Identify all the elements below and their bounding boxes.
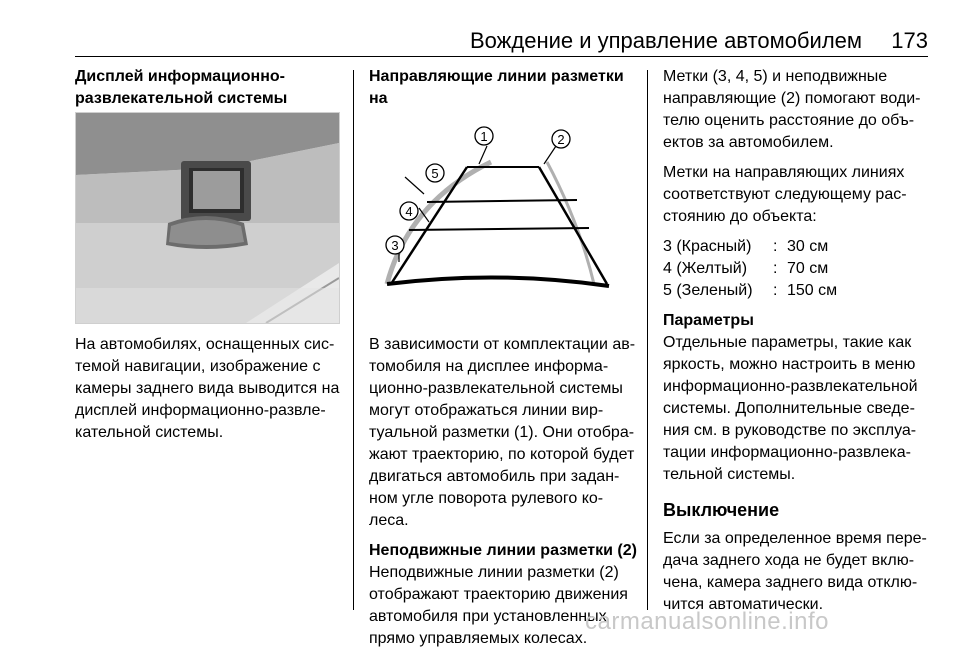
section-heading-guidelines: Направляющие линии разметки на: [369, 68, 624, 107]
callout-3: [386, 236, 404, 254]
column-divider-2: [647, 70, 648, 610]
distance-table: [663, 236, 931, 302]
callout-1: [475, 127, 493, 145]
column-divider-1: [353, 70, 354, 610]
markers-description: Метки (3, 4, 5) и неподвижные направляющие (2) помогают води- телю оценить расстояние до объ- ектов за автомобилем.: [663, 68, 921, 151]
column-3: [663, 66, 931, 616]
fixed-guidelines-description: Неподвижные линии разметки (2) отображают траекторию движения автомобиля при установленных прямо управляемых колесах.: [369, 564, 628, 647]
fixed-guidelines-heading: Неподвижные линии разметки (2): [369, 542, 637, 559]
page-number: 173: [891, 28, 928, 53]
header-divider: [75, 56, 928, 57]
callout-2: [552, 130, 570, 148]
markers-distance-intro: Метки на направляющих линиях соответствуют следующему рас- стоянию до объекта:: [663, 164, 907, 225]
dashboard-display-illustration: [76, 113, 339, 323]
page-header-title: Вождение и управление автомобилем: [470, 28, 863, 53]
callout-5: [426, 164, 444, 182]
params-description: Отдельные параметры, такие как яркость, можно настроить в меню информационно-развлекательной системы. Дополнительные сведе- ния см. в руководстве по эксплуа- тации информационно-развлека- тельной системы.: [663, 334, 918, 483]
off-description: Если за определенное время пере- дача заднего хода не будет вклю- чена, камера заднего вида отклю- чится автоматически.: [663, 530, 927, 613]
svg-text:1: 1: [480, 129, 488, 144]
svg-text:4: 4: [405, 204, 413, 219]
column-1: [75, 66, 345, 110]
off-heading: Выключение: [663, 500, 780, 520]
guideline-diagram: [369, 112, 632, 322]
table-row: 4 (Желтый) : 70 см: [663, 260, 829, 277]
svg-text:5: 5: [431, 166, 439, 181]
params-heading: Параметры: [663, 312, 754, 329]
table-row: 5 (Зеленый) : 150 см: [663, 282, 838, 299]
column-1-body: [75, 334, 347, 444]
guidelines-description: В зависимости от комплектации ав- томобиля на дисплее информа- ционно-развлекательной системы могут отображаться линии вир- туальной разметки (1). Они отобра- жают траекторию, по которой будет двигаться автомобиль при задан- ном угле поворота рулевого ко- леса.: [369, 336, 636, 529]
dashboard-display-photo: [75, 112, 340, 324]
watermark: carmanualsonline.info: [585, 608, 829, 635]
display-description: На автомобилях, оснащенных сис- темой навигации, изображение с камеры заднего вида выводится на дисплей информационно-развле- кательной системы.: [75, 336, 340, 441]
guideline-diagram-svg: [369, 112, 632, 322]
svg-text:2: 2: [557, 132, 565, 147]
callout-4: [400, 202, 418, 220]
table-row: 3 (Красный) : 30 см: [663, 238, 829, 255]
svg-text:3: 3: [391, 238, 399, 253]
column-2-body: [369, 334, 645, 650]
section-heading-display: Дисплей информационно- развлекательной системы: [75, 68, 288, 107]
